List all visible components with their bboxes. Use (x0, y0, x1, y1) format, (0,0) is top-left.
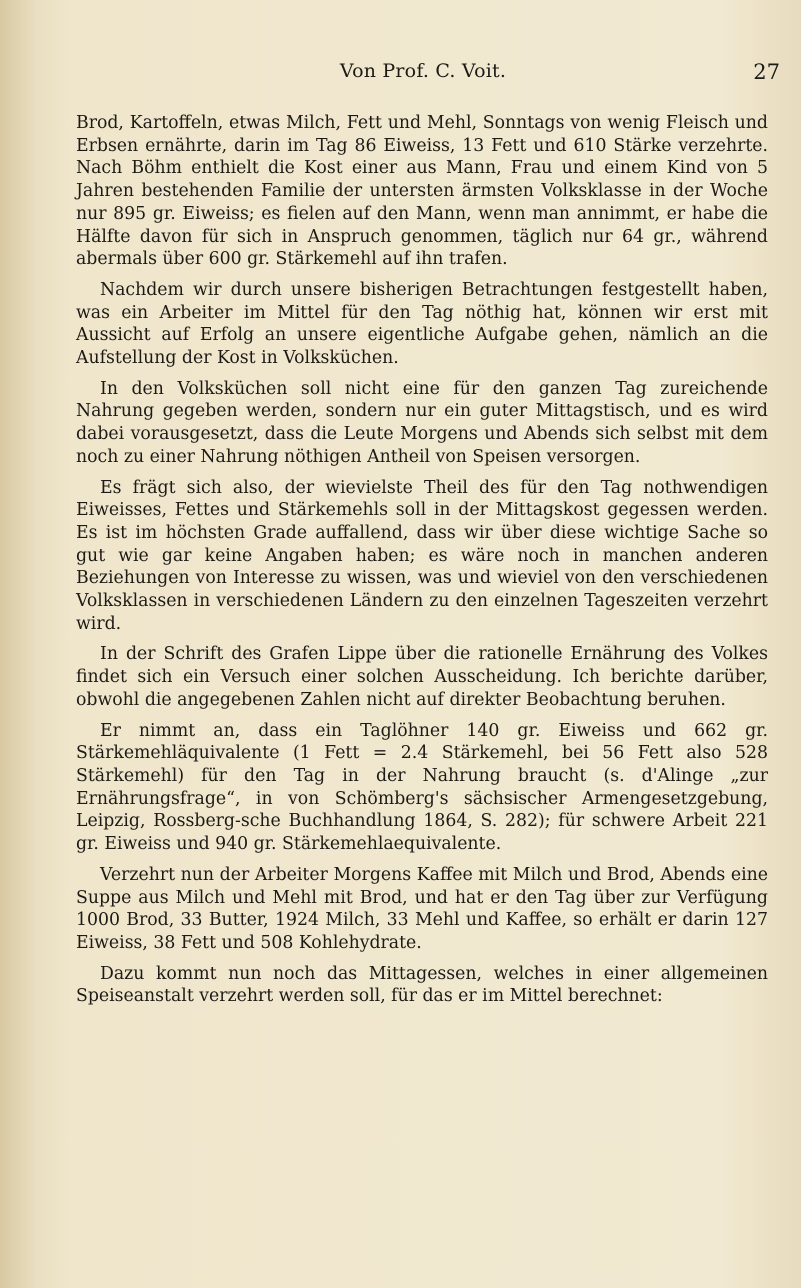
paragraph-2: Nachdem wir durch unsere bisherigen Betrachtungen festgestellt haben, was ein Arbeiter im Mittel für den Tag nöthig hat, können wir erst mit Aussicht auf Erfolg an unsere eigentliche Aufgabe gehen, nämlich an die Aufstellung der Kost in Volksküchen. (76, 279, 768, 369)
paragraph-4: Es frägt sich also, der wievielste Theil des für den Tag nothwendigen Eiweisses, Fettes und Stärkemehls soll in der Mittagskost gegessen werden. Es ist im höchsten Grade auffallend, dass wir über diese wichtige Sache so gut wie gar keine Angaben haben; es wäre noch in manchen anderen Beziehungen von Interesse zu wissen, was und wieviel von den verschiedenen Volksklassen in verschiedenen Ländern zu den einzelnen Tageszeiten verzehrt wird. (76, 477, 768, 634)
paragraph-1: Brod, Kartoffeln, etwas Milch, Fett und Mehl, Sonntags von wenig Fleisch und Erbsen ernährte, darin im Tag 86 Eiweiss, 13 Fett und 610 Stärke verzehrte. Nach Böhm enthielt die Kost einer aus Mann, Frau und einem Kind von 5 Jahren bestehenden Familie der untersten ärmsten Volksklasse in der Woche nur 895 gr. Eiweiss; es fielen auf den Mann, wenn man annimmt, er habe die Hälfte davon für sich in Anspruch genommen, täglich nur 64 gr., während abermals über 600 gr. Stärkemehl auf ihn trafen. (76, 113, 768, 270)
running-title: Von Prof. C. Voit. (339, 60, 507, 82)
paragraph-7: Verzehrt nun der Arbeiter Morgens Kaffee mit Milch und Brod, Abends eine Suppe aus Milch und Mehl mit Brod, und hat er den Tag über zur Verfügung 1000 Brod, 33 Butter, 1924 Milch, 33 Mehl und Kaffee, so erhält er darin 127 Eiweiss, 38 Fett und 508 Kohlehydrate. (76, 864, 768, 953)
running-head (66, 60, 780, 90)
paragraph-6: Er nimmt an, dass ein Taglöhner 140 gr. Eiweiss und 662 gr. Stärkemehläquivalente (1 Fett = 2.4 Stärkemehl, bei 56 Fett also 528 Stärkemehl) für den Tag in der Nahrung braucht (s. d'Alinge „zur Ernährungsfrage“, in von Schömberg's sächsischer Armengesetzgebung, Leipzig, Rossberg-sche Buchhandlung 1864, S. 282); für schwere Arbeit 221 gr. Eiweiss und 940 gr. Stärkemehlaequivalente. (76, 720, 768, 855)
paragraph-3: In den Volksküchen soll nicht eine für den ganzen Tag zureichende Nahrung gegeben werden, sondern nur ein guter Mittagstisch, und es wird dabei vorausgesetzt, dass die Leute Morgens und Abends sich selbst mit dem noch zu einer Nahrung nöthigen Antheil von Speisen versorgen. (76, 378, 768, 467)
body-text (76, 112, 768, 1008)
paragraph-8: Dazu kommt nun noch das Mittagessen, welches in einer allgemeinen Speiseanstalt verzehrt werden soll, für das er im Mittel berechnet: (76, 963, 768, 1007)
paragraph-5: In der Schrift des Grafen Lippe über die rationelle Ernährung des Volkes findet sich ein Versuch einer solchen Ausscheidung. Ich berichte darüber, obwohl die angegebenen Zahlen nicht auf direkter Beobachtung beruhen. (76, 644, 768, 710)
page-number: 27 (753, 60, 780, 84)
